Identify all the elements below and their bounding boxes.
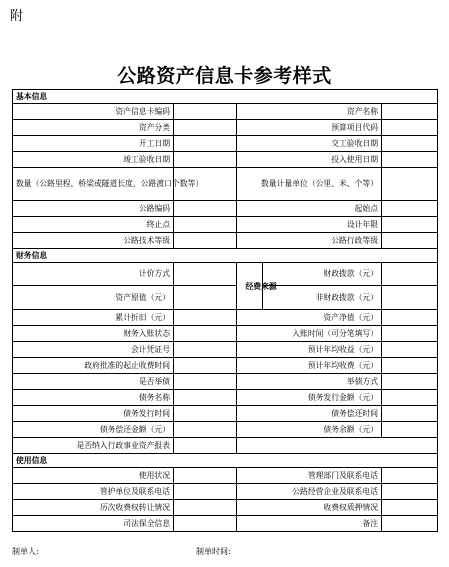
field-usage-status[interactable] (174, 468, 237, 484)
label-in-service-date: 投入使用日期 (237, 152, 382, 168)
label-toll-period: 政府批准的起止收费时间 (13, 358, 174, 374)
field-toll-pledge[interactable] (382, 500, 438, 516)
field-non-fiscal-fund[interactable] (382, 286, 438, 310)
label-toll-pledge: 收费权质押情况 (237, 500, 382, 516)
field-card-no[interactable] (174, 104, 237, 120)
field-admin-grade[interactable] (382, 233, 438, 249)
field-asset-class[interactable] (174, 120, 237, 136)
label-asset-class: 资产分类 (13, 120, 174, 136)
label-end-point: 终止点 (13, 217, 174, 233)
label-start-date: 开工日期 (13, 136, 174, 152)
label-original-value: 资产原值（元） (13, 286, 174, 310)
label-judicial: 司法保全信息 (13, 516, 174, 532)
label-fiscal-fund: 财政拨款（元） (263, 263, 382, 286)
field-accum-depreciation[interactable] (174, 310, 237, 326)
field-entry-time[interactable] (382, 326, 438, 342)
label-entry-time: 入账时间（可分笔填写） (237, 326, 382, 342)
field-debt-method[interactable] (382, 374, 438, 390)
label-entry-status: 财务入账状态 (13, 326, 174, 342)
label-toll-transfer: 历次收费权转让情况 (13, 500, 174, 516)
field-end-point[interactable] (174, 217, 237, 233)
field-net-value[interactable] (382, 310, 438, 326)
label-voucher-no: 会计凭证号 (13, 342, 174, 358)
document-title: 公路资产信息卡参考样式 (117, 65, 332, 87)
label-admin-grade: 公路行政等级 (237, 233, 382, 249)
label-pricing-method: 计价方式 (13, 263, 174, 286)
label-operator: 公路经营企业及联系电话 (237, 484, 382, 500)
footer-prepared-time: 制单时间: (196, 547, 231, 556)
label-tech-grade: 公路技术等级 (13, 233, 174, 249)
label-bond-repay-time: 债务偿还时间 (237, 406, 382, 422)
label-bond-name: 债务名称 (13, 390, 174, 406)
label-start-point: 起始点 (237, 201, 382, 217)
label-net-value: 资产净值（元） (237, 310, 382, 326)
field-remarks[interactable] (382, 516, 438, 532)
field-annual-toll[interactable] (382, 358, 438, 374)
field-bond-repaid[interactable] (174, 422, 237, 438)
label-debt-method: 举债方式 (237, 374, 382, 390)
label-quantity-unit: 数量计量单位（公里、米、个等） (237, 168, 382, 201)
label-funding-source (237, 263, 277, 310)
label-asset-name: 资产名称 (237, 104, 382, 120)
field-judicial[interactable] (174, 516, 237, 532)
field-budget-code[interactable] (382, 120, 438, 136)
field-handover-date[interactable] (382, 136, 438, 152)
label-handover-date: 交工验收日期 (237, 136, 382, 152)
label-budget-code: 预算项目代码 (237, 120, 382, 136)
field-toll-period[interactable] (174, 358, 237, 374)
field-road-code[interactable] (174, 201, 237, 217)
label-quantity: 数量（公路里程，桥梁或隧道长度，公路渡口个数等） (13, 168, 174, 201)
funding-source-text: 经费来源 (245, 281, 277, 291)
label-non-fiscal-fund: 非财政拨款（元） (263, 286, 382, 310)
field-voucher-no[interactable] (174, 342, 237, 358)
label-bond-amount: 债务发行金额（元） (237, 390, 382, 406)
label-remarks: 备注 (237, 516, 382, 532)
field-operator[interactable] (382, 484, 438, 500)
field-bond-issue-time[interactable] (174, 406, 237, 422)
page-label: 附 (10, 9, 24, 24)
label-card-no: 资产信息卡编码 (13, 104, 174, 120)
field-entry-status[interactable] (174, 326, 237, 342)
field-fiscal-fund[interactable] (382, 263, 438, 286)
field-start-point[interactable] (382, 201, 438, 217)
blank-cell (237, 438, 438, 454)
label-bond-issue-time: 债务发行时间 (13, 406, 174, 422)
label-accum-depreciation: 累计折旧（元） (13, 310, 174, 326)
label-road-code: 公路编码 (13, 201, 174, 217)
label-bond-repaid: 债务偿还金额（元） (13, 422, 174, 438)
field-original-value[interactable] (174, 286, 237, 310)
label-custodian: 管护单位及联系电话 (13, 484, 174, 500)
field-quantity-unit[interactable] (382, 168, 438, 201)
section-usage-info: 使用信息 (13, 454, 438, 468)
field-toll-transfer[interactable] (174, 500, 237, 516)
field-in-service-date[interactable] (382, 152, 438, 168)
field-mgmt-dept[interactable] (382, 468, 438, 484)
label-bond-balance: 债务余额（元） (237, 422, 382, 438)
asset-info-table (12, 89, 438, 532)
label-has-debt: 是否举债 (13, 374, 174, 390)
field-completion-date[interactable] (174, 152, 237, 168)
field-has-debt[interactable] (174, 374, 237, 390)
field-pricing-method[interactable] (174, 263, 237, 286)
field-bond-amount[interactable] (382, 390, 438, 406)
field-annual-income[interactable] (382, 342, 438, 358)
label-annual-toll: 预计年均收费（元） (237, 358, 382, 374)
label-annual-income: 预计年均收益（元） (237, 342, 382, 358)
label-in-report: 是否纳入行政事业资产报表 (13, 438, 174, 454)
field-custodian[interactable] (174, 484, 237, 500)
footer-preparer: 制单人: (12, 547, 39, 556)
field-bond-balance[interactable] (382, 422, 438, 438)
field-in-report[interactable] (174, 438, 237, 454)
section-basic-info: 基本信息 (13, 90, 438, 104)
field-design-life[interactable] (382, 217, 438, 233)
field-start-date[interactable] (174, 136, 237, 152)
label-completion-date: 竣工验收日期 (13, 152, 174, 168)
field-bond-repay-time[interactable] (382, 406, 438, 422)
label-mgmt-dept: 管理部门及联系电话 (237, 468, 382, 484)
label-design-life: 设计年限 (237, 217, 382, 233)
field-bond-name[interactable] (174, 390, 237, 406)
label-usage-status: 使用状况 (13, 468, 174, 484)
field-tech-grade[interactable] (174, 233, 237, 249)
section-finance-info: 财务信息 (13, 249, 438, 263)
field-asset-name[interactable] (382, 104, 438, 120)
